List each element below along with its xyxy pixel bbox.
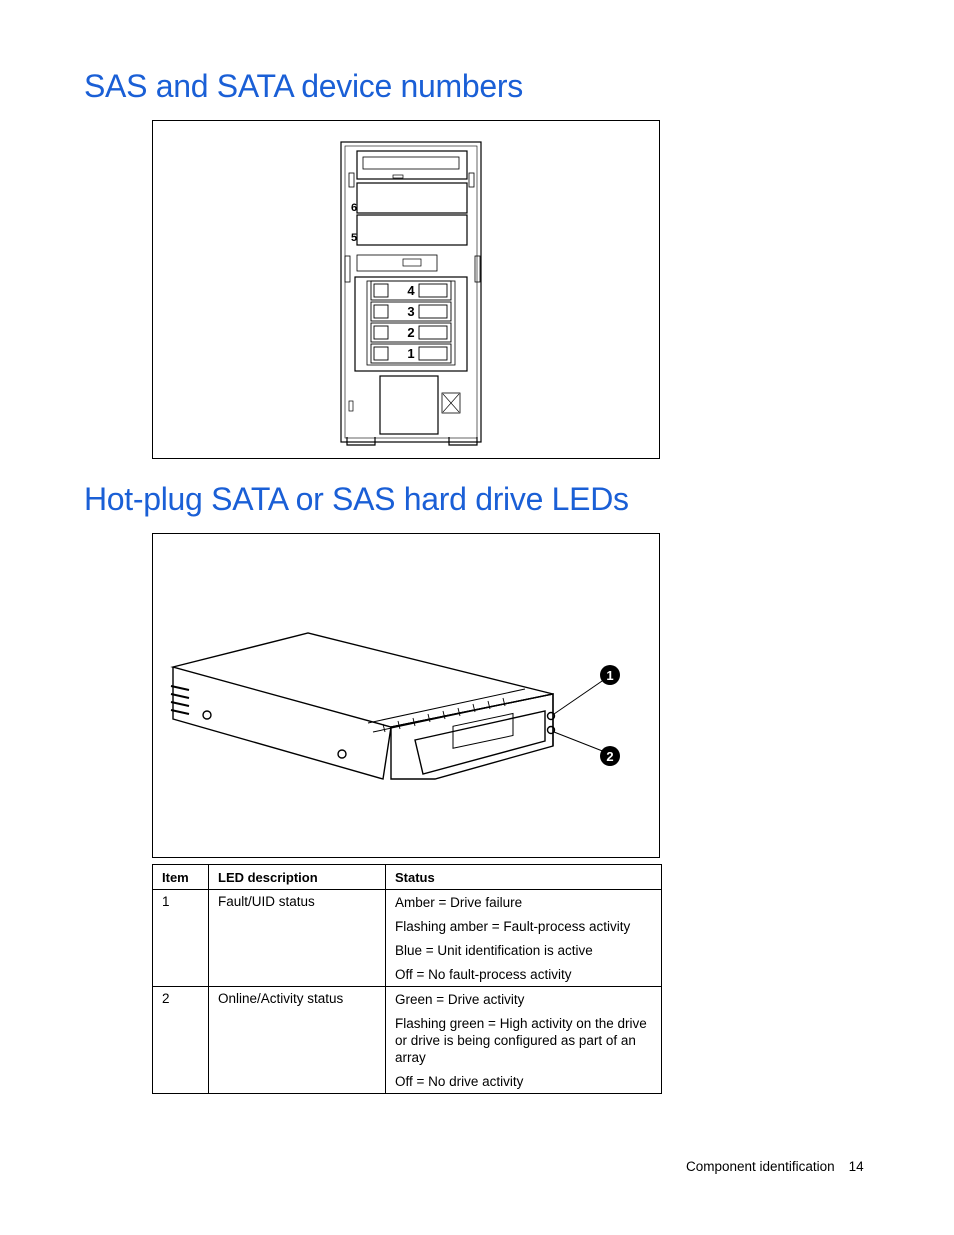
hard-drive-figure [152,533,660,858]
row-status [386,987,662,1094]
status-line: Flashing amber = Fault-process activity [395,919,631,934]
media-bay-6 [357,183,467,213]
server-front-view-figure [152,120,660,459]
footer-section-name: Component identification [686,1159,835,1174]
drive-body-top [173,633,553,727]
page-number: 14 [848,1159,864,1174]
row-description: Online/Activity status [209,987,386,1094]
hard-drive-illustration [153,534,659,857]
status-line: Blue = Unit identification is active [395,943,593,958]
table-header-row [153,865,662,890]
svg-text:2: 2 [606,749,614,764]
bay-label-5: 5 [350,232,358,244]
status-line: Off = No fault-process activity [395,967,572,982]
callout-1 [600,665,620,685]
bay-label-6: 6 [350,202,358,214]
header-status: Status [386,865,662,890]
header-led-description: LED description [209,865,386,890]
bay-label-2: 2 [407,325,415,340]
svg-text:1: 1 [606,668,614,683]
page-footer [686,1159,864,1174]
row-status [386,890,662,987]
optical-drive-bay [357,151,467,179]
status-line: Amber = Drive failure [395,895,523,910]
server-front-illustration [153,121,659,458]
media-bay-5 [357,215,467,245]
table-row [153,890,662,987]
row-item: 1 [153,890,209,987]
section-title-drive-leds: Hot-plug SATA or SAS hard drive LEDs [84,481,629,517]
callout-2 [600,746,620,766]
bay-label-3: 3 [407,304,415,319]
bay-label-4: 4 [407,283,415,298]
row-item: 2 [153,987,209,1094]
led-status-table [152,864,662,1094]
table-row [153,987,662,1094]
status-line: Green = Drive activity [395,992,525,1007]
row-description: Fault/UID status [209,890,386,987]
status-line: Off = No drive activity [395,1074,524,1089]
header-item: Item [153,865,209,890]
lower-panel [380,376,438,434]
section-title-device-numbers: SAS and SATA device numbers [84,68,523,104]
status-line: Flashing green = High activity on the drive or drive is being configured as part of an array [395,1016,647,1065]
bay-label-1: 1 [407,346,415,361]
